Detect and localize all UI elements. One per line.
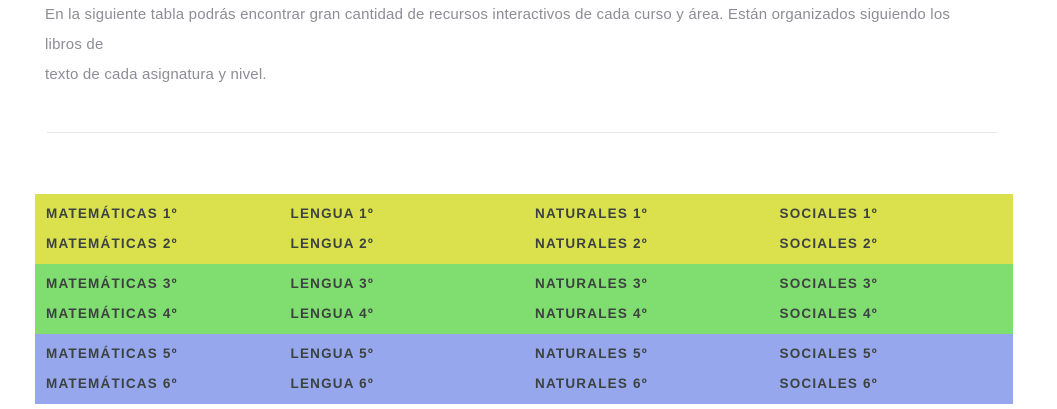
table-cell	[280, 345, 525, 363]
table-cell	[524, 275, 769, 293]
course-link-lengua-5[interactable]: LENGUA 5º	[290, 346, 374, 361]
table-row	[35, 199, 1013, 229]
table-cell	[524, 305, 769, 323]
grade-band-1-2	[35, 194, 1013, 264]
table-cell	[769, 305, 1014, 323]
table-cell	[280, 305, 525, 323]
table-cell	[35, 305, 280, 323]
intro-line: En la siguiente tabla podrás encontrar gran cantidad de recursos interactivos de cada curso y área. Están organizados siguiendo los libros de	[45, 6, 951, 53]
table-cell	[524, 345, 769, 363]
course-link-matematicas-4[interactable]: MATEMÁTICAS 4º	[46, 306, 178, 321]
course-link-naturales-4[interactable]: NATURALES 4º	[535, 306, 648, 321]
grade-band-3-4	[35, 264, 1013, 334]
course-link-matematicas-6[interactable]: MATEMÁTICAS 6º	[46, 376, 178, 391]
table-row	[35, 339, 1013, 369]
intro-line: texto de cada asignatura y nivel.	[45, 66, 267, 83]
course-link-lengua-3[interactable]: LENGUA 3º	[290, 276, 374, 291]
table-row	[35, 229, 1013, 259]
course-link-naturales-5[interactable]: NATURALES 5º	[535, 346, 648, 361]
course-link-matematicas-3[interactable]: MATEMÁTICAS 3º	[46, 276, 178, 291]
table-cell	[35, 235, 280, 253]
course-link-sociales-1[interactable]: SOCIALES 1º	[779, 206, 878, 221]
table-cell	[769, 205, 1014, 223]
table-cell	[35, 345, 280, 363]
table-cell	[769, 345, 1014, 363]
course-link-naturales-2[interactable]: NATURALES 2º	[535, 236, 648, 251]
course-link-sociales-6[interactable]: SOCIALES 6º	[779, 376, 878, 391]
grade-band-5-6	[35, 334, 1013, 404]
table-row	[35, 369, 1013, 399]
course-link-sociales-4[interactable]: SOCIALES 4º	[779, 306, 878, 321]
table-cell	[280, 235, 525, 253]
table-cell	[769, 275, 1014, 293]
course-link-naturales-1[interactable]: NATURALES 1º	[535, 206, 648, 221]
course-link-sociales-5[interactable]: SOCIALES 5º	[779, 346, 878, 361]
course-link-matematicas-5[interactable]: MATEMÁTICAS 5º	[46, 346, 178, 361]
table-cell	[35, 275, 280, 293]
resources-table	[35, 194, 1013, 404]
table-cell	[280, 275, 525, 293]
course-link-lengua-1[interactable]: LENGUA 1º	[290, 206, 374, 221]
section-divider	[47, 132, 997, 133]
table-cell	[280, 205, 525, 223]
table-cell	[769, 235, 1014, 253]
course-link-sociales-2[interactable]: SOCIALES 2º	[779, 236, 878, 251]
intro-paragraph	[45, 0, 990, 90]
course-link-lengua-2[interactable]: LENGUA 2º	[290, 236, 374, 251]
table-row	[35, 269, 1013, 299]
table-cell	[35, 375, 280, 393]
table-row	[35, 299, 1013, 329]
table-cell	[524, 375, 769, 393]
course-link-naturales-3[interactable]: NATURALES 3º	[535, 276, 648, 291]
course-link-lengua-4[interactable]: LENGUA 4º	[290, 306, 374, 321]
course-link-sociales-3[interactable]: SOCIALES 3º	[779, 276, 878, 291]
course-link-naturales-6[interactable]: NATURALES 6º	[535, 376, 648, 391]
table-cell	[280, 375, 525, 393]
table-cell	[524, 235, 769, 253]
table-cell	[35, 205, 280, 223]
course-link-matematicas-2[interactable]: MATEMÁTICAS 2º	[46, 236, 178, 251]
course-link-lengua-6[interactable]: LENGUA 6º	[290, 376, 374, 391]
table-cell	[769, 375, 1014, 393]
table-cell	[524, 205, 769, 223]
course-link-matematicas-1[interactable]: MATEMÁTICAS 1º	[46, 206, 178, 221]
